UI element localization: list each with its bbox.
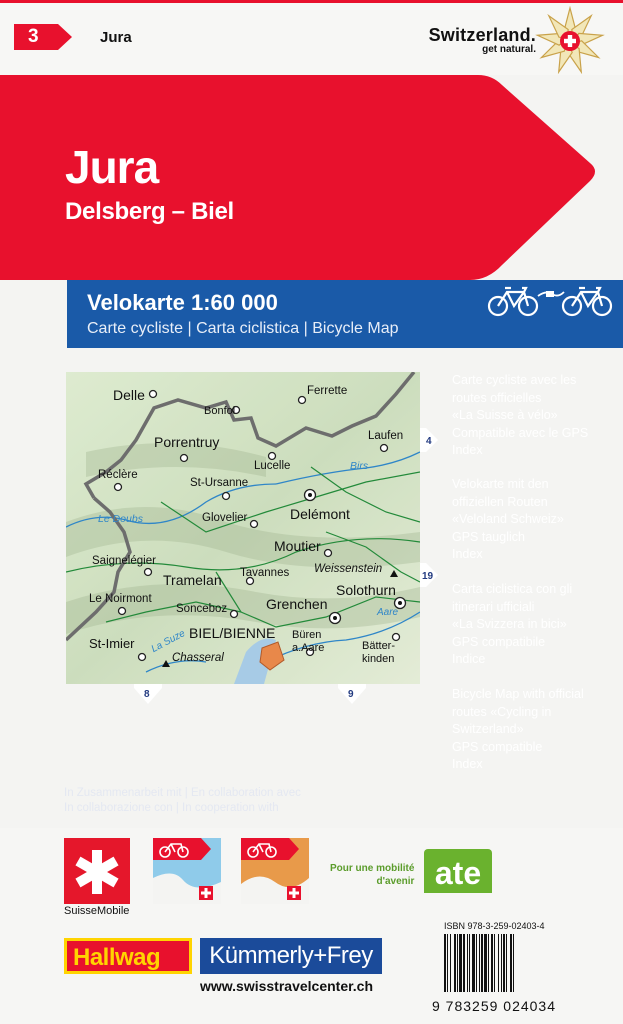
asterisk-icon xyxy=(64,838,130,904)
collab-line: In Zusammenarbeit mit | En collaboration avec xyxy=(64,787,301,799)
sheet-marker-label: 4 xyxy=(426,436,432,447)
desc-line: routes officielles xyxy=(452,390,542,405)
sheet-marker-down[interactable] xyxy=(134,684,162,704)
desc-line: Velokarte mit den xyxy=(452,477,549,491)
ate-slogan-line: Pour une mobilité xyxy=(330,863,415,874)
map-label: Moutier xyxy=(274,538,321,554)
header-title: Jura xyxy=(100,29,132,46)
map-label: Aare xyxy=(377,607,399,618)
desc-line: Switzerland» xyxy=(452,722,524,736)
map-label: Solothurn xyxy=(336,582,396,598)
map-label: Bonfol xyxy=(204,405,236,417)
cycling-route-tile xyxy=(153,838,221,904)
map-label: Porrentruy xyxy=(154,434,220,450)
sheet-marker-label: 19 xyxy=(422,571,434,582)
description-it xyxy=(452,581,572,669)
map-label: Bätter- kinden xyxy=(362,640,396,665)
desc-line: itinerari ufficiali xyxy=(452,599,535,614)
map-label: Sonceboz xyxy=(176,603,228,615)
desc-line: Index xyxy=(452,443,483,457)
hero-subtitle: Delsberg – Biel xyxy=(65,198,234,225)
map-label: Weissenstein xyxy=(314,563,383,575)
suisse-mobile-label: SuisseMobile xyxy=(64,905,130,917)
desc-line: Index xyxy=(452,757,483,771)
map-label: Saignelégier xyxy=(92,555,156,567)
hallwag-logo xyxy=(64,938,192,974)
desc-line: GPS compatibile xyxy=(452,634,546,649)
map-label: La Suze xyxy=(149,628,188,655)
desc-line: «La Suisse à vélo» xyxy=(452,408,558,422)
desc-line: «Veloland Schweiz» xyxy=(452,512,564,526)
map-label: Tavannes xyxy=(240,567,290,579)
bicycles-icon xyxy=(486,280,614,320)
ate-slogan xyxy=(330,862,414,888)
mountainbike-route-tile xyxy=(241,838,309,904)
sheet-number: 3 xyxy=(28,26,39,47)
collab-line: In collaborazione con | In cooperation with xyxy=(64,802,279,814)
barcode-number: 9 783259 024034 xyxy=(432,998,556,1014)
desc-line: routes «Cycling in xyxy=(452,704,552,719)
map-label: Delle xyxy=(113,387,145,403)
sheet-number-wrap xyxy=(14,24,72,50)
collaboration-note xyxy=(64,786,301,816)
desc-line: offiziellen Routen xyxy=(452,494,548,509)
map-label: Grenchen xyxy=(266,596,328,612)
velo-subtitle: Carte cycliste | Carta ciclistica | Bicycle Map xyxy=(87,320,399,337)
sheet-marker-right[interactable] xyxy=(420,563,438,587)
map-label: Delémont xyxy=(290,506,350,522)
brand-logo xyxy=(384,25,536,55)
desc-line: GPS tauglich xyxy=(452,529,525,544)
sheet-marker-down[interactable] xyxy=(338,684,366,704)
sheet-marker-label: 8 xyxy=(144,689,150,700)
map-label: Tramelan xyxy=(163,572,222,588)
description-de xyxy=(452,476,564,564)
kummerly-frey-logo: Kümmerly+Frey xyxy=(200,938,382,974)
ate-logo: ate xyxy=(424,849,492,893)
brand-tagline: get natural. xyxy=(482,44,536,55)
desc-line: Compatible avec le GPS xyxy=(452,425,589,440)
map-label: BIEL/BIENNE xyxy=(189,625,276,641)
suisse-mobile-logo xyxy=(64,838,130,904)
map-label: Büren a.Aare xyxy=(292,629,325,654)
sheet-marker-label: 9 xyxy=(348,689,354,700)
desc-line: «La Svizzera in bici» xyxy=(452,617,567,631)
hero-title: Jura xyxy=(65,141,159,193)
description-fr xyxy=(452,372,588,460)
hallwag-label: Hallwag xyxy=(73,944,161,971)
desc-line: Carte cycliste avec les xyxy=(452,373,577,387)
sheet-marker-right[interactable] xyxy=(420,428,438,452)
map-label: Le Noirmont xyxy=(89,593,152,605)
map-label: Ferrette xyxy=(307,385,348,397)
brand-main: Switzerland. xyxy=(428,25,536,45)
map-label: Réclère xyxy=(98,469,138,481)
description-en xyxy=(452,686,584,774)
website-link[interactable]: www.swisstravelcenter.ch xyxy=(200,978,374,994)
desc-line: GPS compatible xyxy=(452,739,543,754)
barcode xyxy=(444,934,562,992)
map-label: Glovelier xyxy=(202,512,248,524)
desc-line: Bicycle Map with official xyxy=(452,687,584,701)
map-label: Le Doubs xyxy=(98,513,143,525)
edelweiss-icon xyxy=(532,6,608,76)
map-label: St-Ursanne xyxy=(190,477,249,489)
desc-line: Index xyxy=(452,547,483,561)
ate-slogan-line: d'avenir xyxy=(376,876,415,887)
map-label: Birs xyxy=(350,460,369,472)
isbn: ISBN 978-3-259-02403-4 xyxy=(444,921,545,931)
velo-title: Velokarte 1:60 000 xyxy=(87,290,278,315)
map-label: St-Imier xyxy=(89,636,135,651)
desc-line: Indice xyxy=(452,652,486,666)
map-label: Lucelle xyxy=(254,460,291,472)
map-label: Laufen xyxy=(368,430,404,442)
desc-line: Carta ciclistica con gli xyxy=(452,582,573,596)
map-label: Chasseral xyxy=(172,652,224,664)
